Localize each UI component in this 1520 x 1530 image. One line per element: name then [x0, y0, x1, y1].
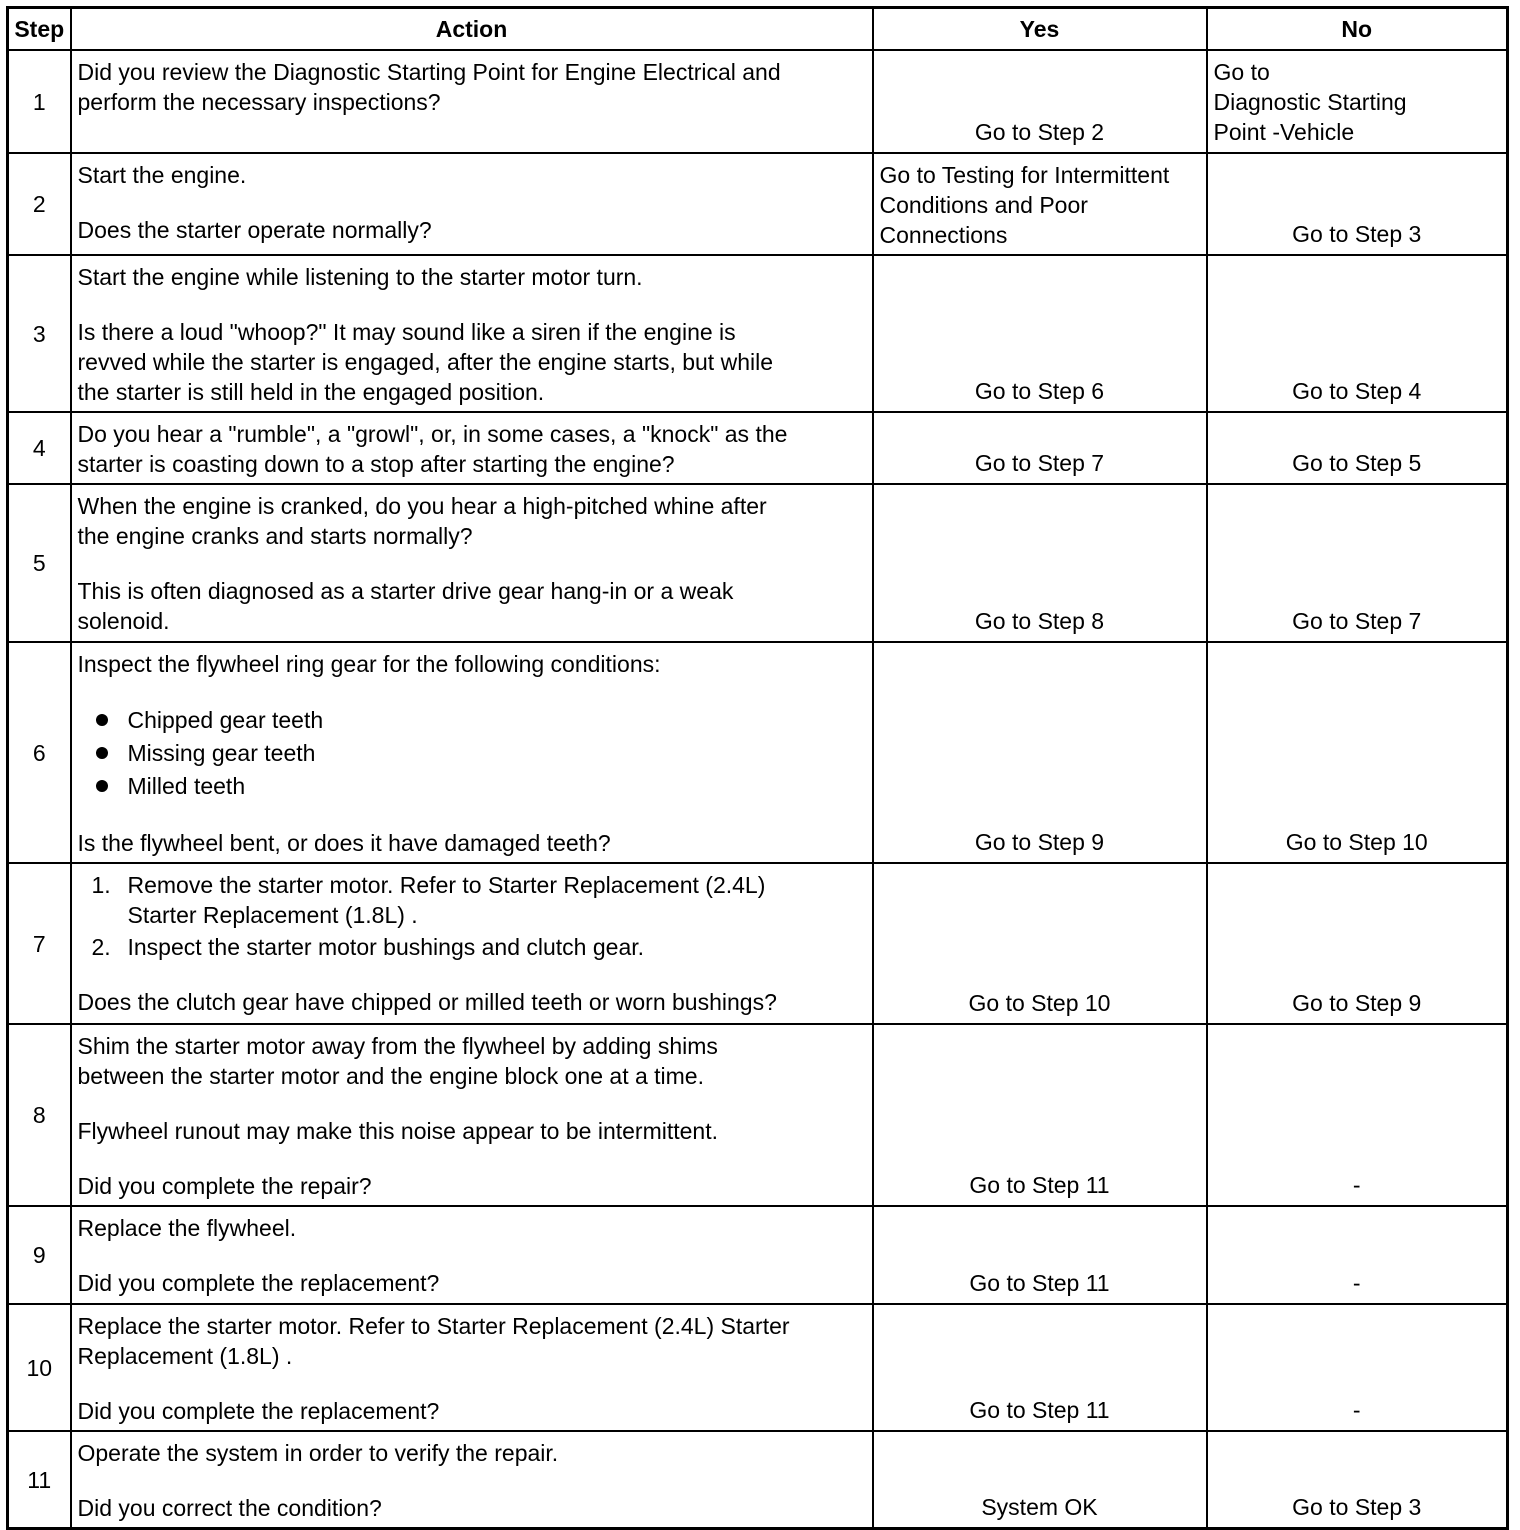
table-row — [8, 412, 1508, 484]
yes-result: Go to Step 6 — [873, 255, 1207, 412]
numbered-list — [78, 870, 866, 962]
yes-result: Go to Step 2 — [873, 50, 1207, 153]
action-text: This is often diagnosed as a starter drive gear hang-in or a weak — [77, 578, 734, 604]
yes-result: Go to Step 9 — [873, 642, 1207, 863]
action-cell — [71, 1431, 873, 1529]
header-step: Step — [8, 8, 71, 51]
condition-list — [78, 704, 866, 803]
table-row — [8, 255, 1508, 412]
action-question: Is there a loud "whoop?" It may sound like a siren if the engine is — [77, 319, 736, 345]
yes-text: Go to Testing for Intermittent — [879, 162, 1170, 188]
diagnostic-table — [6, 6, 1509, 1530]
yes-result: Go to Step 11 — [873, 1206, 1207, 1304]
yes-result: Go to Step 7 — [873, 412, 1207, 484]
step-number: 10 — [8, 1304, 71, 1431]
action-text: between the starter motor and the engine block one at a time. — [77, 1063, 704, 1089]
step-number: 4 — [8, 412, 71, 484]
list-item-text: Remove the starter motor. Refer to Starter Replacement (2.4L) — [127, 872, 766, 898]
action-cell — [71, 863, 873, 1024]
bullet-icon — [96, 747, 108, 759]
action-text: Flywheel runout may make this noise appear to be intermittent. — [77, 1118, 718, 1144]
step-number: 3 — [8, 255, 71, 412]
yes-text: Connections — [879, 222, 1008, 248]
action-question: revved while the starter is engaged, after the engine starts, but while — [77, 349, 774, 375]
no-result: Go to Step 4 — [1207, 255, 1508, 412]
yes-result: System OK — [873, 1431, 1207, 1529]
no-result: - — [1207, 1304, 1508, 1431]
action-text: Inspect the flywheel ring gear for the following conditions: — [77, 651, 661, 677]
step-number: 9 — [8, 1206, 71, 1304]
action-cell — [71, 1304, 873, 1431]
action-question: Did you correct the condition? — [77, 1495, 382, 1521]
yes-result: Go to Step 10 — [873, 863, 1207, 1024]
action-cell — [71, 412, 873, 484]
yes-text: Conditions and Poor — [879, 192, 1088, 218]
list-number: 2. — [91, 934, 111, 960]
header-action: Action — [71, 8, 873, 51]
table-row — [8, 50, 1508, 153]
step-number: 7 — [8, 863, 71, 1024]
list-item-text: Starter Replacement (1.8L) . — [127, 902, 418, 928]
no-result: Go to Step 7 — [1207, 484, 1508, 642]
action-question: Did you complete the replacement? — [77, 1270, 440, 1296]
action-text: Start the engine. — [77, 162, 247, 188]
action-question: starter is coasting down to a stop after starting the engine? — [77, 451, 675, 477]
list-item — [92, 932, 866, 962]
table-row — [8, 1431, 1508, 1529]
action-text: perform the necessary inspections? — [77, 89, 441, 115]
list-item-text: Milled teeth — [127, 773, 246, 799]
no-result: Go to Step 3 — [1207, 153, 1508, 255]
action-question: Do you hear a "rumble", a "growl", or, in some cases, a "knock" as the — [77, 421, 788, 447]
step-number: 2 — [8, 153, 71, 255]
step-number: 11 — [8, 1431, 71, 1529]
action-cell — [71, 1206, 873, 1304]
action-cell — [71, 642, 873, 863]
action-question: the starter is still held in the engaged position. — [77, 379, 545, 405]
list-item-text: Inspect the starter motor bushings and clutch gear. — [127, 934, 645, 960]
table-row — [8, 642, 1508, 863]
list-item-text: Chipped gear teeth — [127, 707, 324, 733]
list-item — [92, 737, 866, 770]
action-text: Did you review the Diagnostic Starting Point for Engine Electrical and — [77, 59, 781, 85]
table-row — [8, 153, 1508, 255]
no-result: Go to Step 3 — [1207, 1431, 1508, 1529]
header-row — [8, 8, 1508, 51]
yes-result: Go to Step 11 — [873, 1024, 1207, 1206]
action-question: Does the clutch gear have chipped or milled teeth or worn bushings? — [77, 989, 777, 1015]
yes-result — [873, 153, 1207, 255]
yes-result: Go to Step 8 — [873, 484, 1207, 642]
action-text: Start the engine while listening to the starter motor turn. — [77, 264, 643, 290]
step-number: 8 — [8, 1024, 71, 1206]
no-result: Go to Step 10 — [1207, 642, 1508, 863]
bullet-icon — [96, 714, 108, 726]
table-row — [8, 1304, 1508, 1431]
no-result: Go to Step 9 — [1207, 863, 1508, 1024]
action-cell — [71, 1024, 873, 1206]
table-row — [8, 863, 1508, 1024]
no-result: - — [1207, 1206, 1508, 1304]
action-question: When the engine is cranked, do you hear a high-pitched whine after — [77, 493, 767, 519]
step-number: 5 — [8, 484, 71, 642]
no-text: Go to — [1213, 59, 1270, 85]
no-result — [1207, 50, 1508, 153]
action-cell — [71, 484, 873, 642]
action-cell — [71, 50, 873, 153]
table-row — [8, 484, 1508, 642]
table-row — [8, 1206, 1508, 1304]
diagnostic-table-container — [6, 6, 1508, 1524]
action-text: Operate the system in order to verify the repair. — [77, 1440, 559, 1466]
list-number: 1. — [91, 872, 111, 898]
action-question: Did you complete the replacement? — [77, 1398, 440, 1424]
action-text: solenoid. — [77, 608, 170, 634]
list-item — [92, 870, 866, 930]
action-question: Does the starter operate normally? — [77, 217, 432, 243]
list-item — [92, 770, 866, 803]
action-cell — [71, 255, 873, 412]
no-result: Go to Step 5 — [1207, 412, 1508, 484]
list-item-text: Missing gear teeth — [127, 740, 316, 766]
yes-result: Go to Step 11 — [873, 1304, 1207, 1431]
action-text: Shim the starter motor away from the flywheel by adding shims — [77, 1033, 718, 1059]
table-row — [8, 1024, 1508, 1206]
action-text: Replace the starter motor. Refer to Starter Replacement (2.4L) Starter — [77, 1313, 790, 1339]
header-yes: Yes — [873, 8, 1207, 51]
action-question: Is the flywheel bent, or does it have damaged teeth? — [77, 830, 611, 856]
no-text: Point -Vehicle — [1213, 119, 1355, 145]
header-no: No — [1207, 8, 1508, 51]
list-item — [92, 704, 866, 737]
action-text: Replace the flywheel. — [77, 1215, 297, 1241]
step-number: 1 — [8, 50, 71, 153]
no-result: - — [1207, 1024, 1508, 1206]
action-question: the engine cranks and starts normally? — [77, 523, 473, 549]
no-text: Diagnostic Starting — [1213, 89, 1407, 115]
bullet-icon — [96, 780, 108, 792]
action-cell — [71, 153, 873, 255]
action-question: Did you complete the repair? — [77, 1173, 372, 1199]
action-text: Replacement (1.8L) . — [77, 1343, 293, 1369]
step-number: 6 — [8, 642, 71, 863]
